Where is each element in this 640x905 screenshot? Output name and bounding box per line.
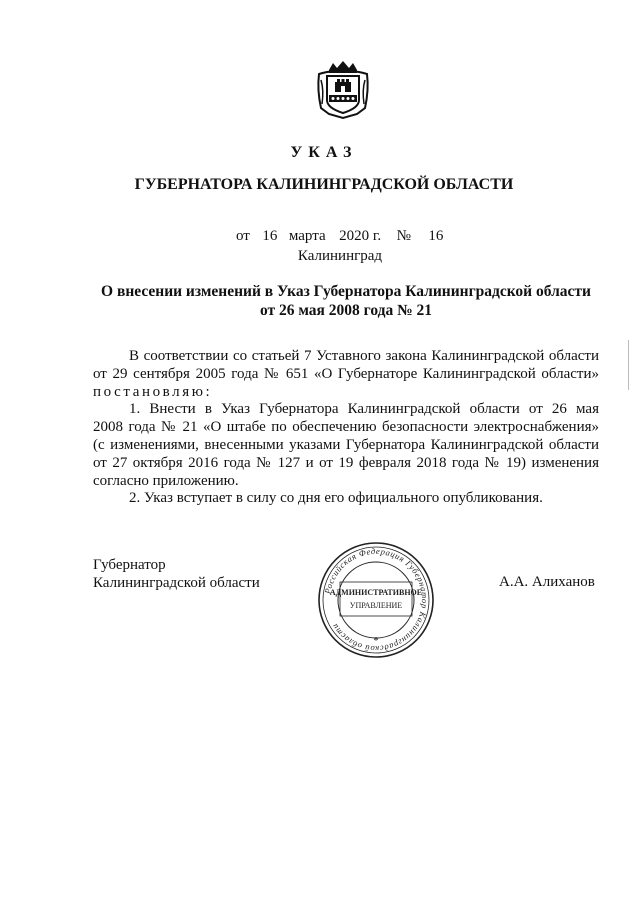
scan-margin-mark — [628, 340, 629, 390]
signer-name: А.А. Алиханов — [499, 574, 595, 590]
signer-title — [93, 556, 260, 592]
city-name: Калининград — [297, 248, 383, 264]
document-number: 16 — [428, 228, 444, 244]
date-month: марта — [288, 228, 326, 244]
decree-word: постановляю: — [93, 383, 213, 400]
document-issuer: ГУБЕРНАТОРА КАЛИНИНГРАДСКОЙ ОБЛАСТИ — [134, 176, 514, 193]
stamp-center-line: АДМИНИСТРАТИВНОЕ — [329, 588, 423, 597]
date-year: 2020 г. — [339, 228, 382, 244]
date-prefix: от — [236, 228, 250, 244]
stamp-center-line: УПРАВЛЕНИЕ — [349, 601, 403, 610]
official-stamp — [316, 540, 436, 660]
item-1-line: согласно приложению. — [93, 472, 239, 489]
item-1-line: 1. Внести в Указ Губернатора Калининградской области от 26 мая — [129, 401, 599, 418]
coat-of-arms-icon — [315, 60, 371, 120]
item-1-line: от 27 октября 2016 года № 127 и от 19 февраля 2018 года № 19) изменения — [93, 454, 599, 471]
subject-line: от 26 мая 2008 года № 21 — [259, 302, 433, 319]
document-heading: УКАЗ — [290, 144, 358, 161]
preamble-line: от 29 сентября 2005 года № 651 «О Губернаторе Калининградской области» — [93, 365, 599, 382]
stamp-star: * — [373, 635, 379, 647]
document-subject — [96, 282, 596, 320]
preamble-line: В соответствии со статьей 7 Уставного закона Калининградской области — [129, 348, 599, 364]
subject-line: О внесении изменений в Указ Губернатора Калининградской области — [101, 283, 591, 300]
item-1-line: 2008 года № 21 «О штабе по обеспечению безопасности электроснабжения» — [93, 419, 599, 436]
stamp-ring-text: Российская Федерация Губернатор Калининградской области — [322, 545, 431, 655]
document-body — [93, 348, 599, 508]
date-day: 16 — [262, 228, 278, 244]
number-sign: № — [396, 228, 411, 244]
item-2-line: 2. Указ вступает в силу со дня его официального опубликования. — [129, 490, 543, 507]
signer-title-line: Калининградской области — [93, 575, 260, 591]
item-1-line: (с изменениями, внесенными указами Губернатора Калининградской области — [93, 436, 599, 453]
signer-title-line: Губернатор — [93, 557, 166, 573]
date-line — [236, 228, 443, 245]
